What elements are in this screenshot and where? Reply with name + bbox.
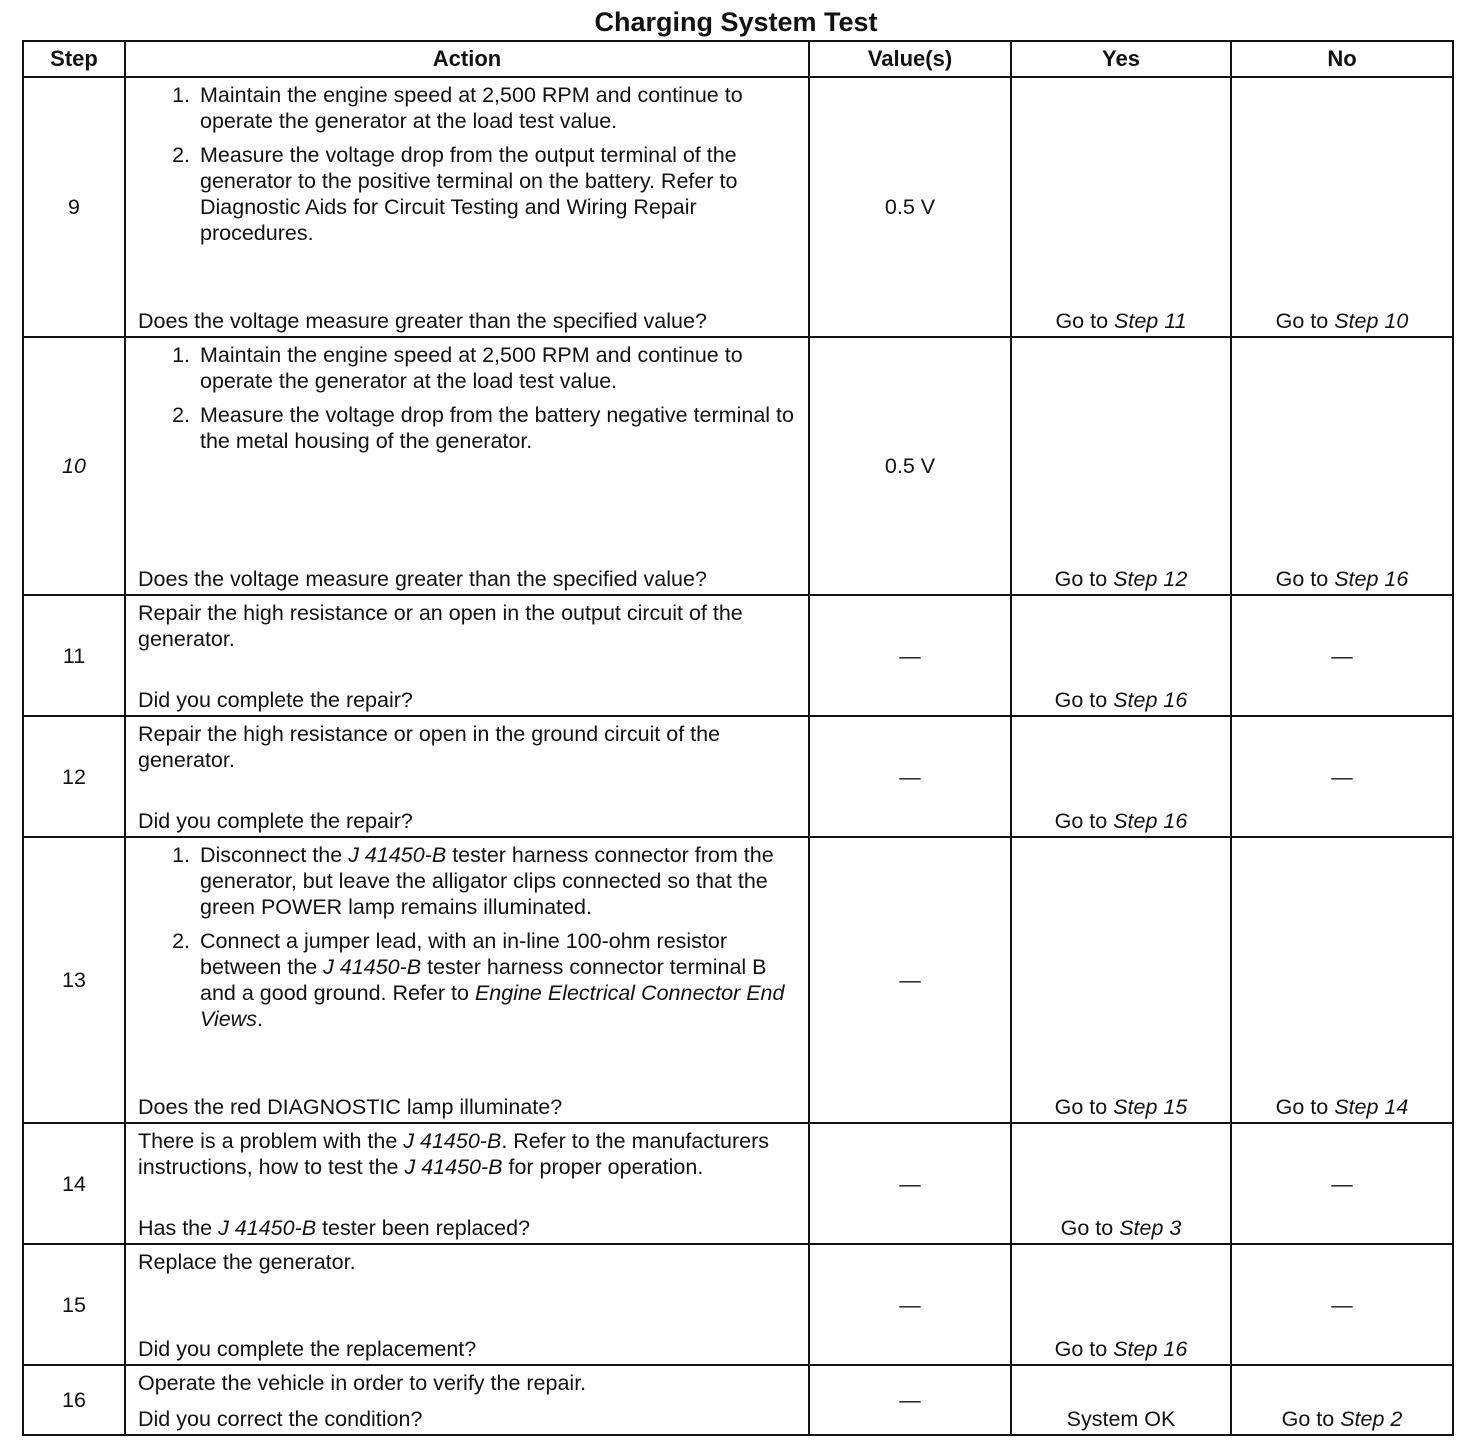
yes-target: Step 16 [1113, 688, 1188, 712]
value-cell: — [809, 1123, 1011, 1244]
table-row [23, 337, 1453, 595]
action-text: Repair the high resistance or open in the ground circuit of the generator. [138, 722, 721, 772]
step-number: 13 [23, 837, 125, 1123]
action-question [138, 1215, 796, 1241]
table-row [23, 595, 1453, 716]
charging-system-test-table [22, 40, 1454, 1436]
page-title: Charging System Test [594, 7, 878, 37]
tool-name: J 41450-B [348, 843, 447, 867]
tool-name: J 41450-B [403, 1129, 502, 1153]
yes-cell [1011, 837, 1231, 1123]
no-cell: — [1231, 1244, 1453, 1365]
step-number: 15 [23, 1244, 125, 1365]
action-question: Does the voltage measure greater than the specified value? [138, 309, 707, 333]
table-row [23, 716, 1453, 837]
table-row [23, 77, 1453, 337]
no-cell [1231, 77, 1453, 337]
value-cell: — [809, 837, 1011, 1123]
question-text: tester been replaced? [316, 1216, 531, 1240]
value-cell: — [809, 716, 1011, 837]
go-to-label: Go to [1054, 809, 1108, 833]
go-to-label: Go to [1275, 1095, 1329, 1119]
no-cell: — [1231, 595, 1453, 716]
value-cell: — [809, 1244, 1011, 1365]
action-question: Did you complete the replacement? [138, 1337, 477, 1361]
yes-cell [1011, 1123, 1231, 1244]
header-row [23, 41, 1453, 77]
header-action: Action [125, 41, 809, 77]
yes-target: Step 16 [1113, 809, 1188, 833]
no-target: Step 16 [1334, 567, 1409, 591]
question-text: Has the [138, 1216, 219, 1240]
action-step [196, 928, 796, 1032]
go-to-label: Go to [1054, 567, 1108, 591]
yes-cell [1011, 77, 1231, 337]
yes-cell: System OK [1011, 1365, 1231, 1435]
no-cell [1231, 1365, 1453, 1435]
action-step [196, 842, 796, 920]
step-number: 10 [23, 337, 125, 595]
action-text: Replace the generator. [138, 1250, 356, 1274]
no-cell: — [1231, 1123, 1453, 1244]
action-step: 1. Maintain the engine speed at 2,500 RPM and continue to operate the generator at the load test value. [196, 342, 796, 394]
step-number: 9 [23, 77, 125, 337]
tool-name: J 41450-B [323, 955, 422, 979]
go-to-label: Go to [1281, 1407, 1335, 1431]
go-to-label: Go to [1275, 567, 1329, 591]
action-text: There is a problem with the [138, 1129, 404, 1153]
table-row [23, 1244, 1453, 1365]
action-text: Disconnect the [200, 843, 349, 867]
no-target: Step 10 [1334, 309, 1409, 333]
action-cell [125, 1365, 809, 1435]
action-question: Did you correct the condition? [138, 1407, 423, 1431]
action-text: Operate the vehicle in order to verify the repair. [138, 1371, 587, 1395]
value-cell: 0.5 V [809, 77, 1011, 337]
no-cell [1231, 837, 1453, 1123]
yes-target: Step 12 [1113, 567, 1188, 591]
action-cell [125, 77, 809, 337]
yes-cell [1011, 716, 1231, 837]
no-target: Step 14 [1334, 1095, 1409, 1119]
header-values: Value(s) [809, 41, 1011, 77]
value-cell: — [809, 595, 1011, 716]
yes-target: Step 16 [1113, 1337, 1188, 1361]
step-number: 16 [23, 1365, 125, 1435]
action-step: 2. Measure the voltage drop from the output terminal of the generator to the positive terminal on the battery. Refer to Diagnostic Aids for Circuit Testing and Wiring Repair procedures. [196, 142, 796, 246]
tool-name: J 41450-B [218, 1216, 317, 1240]
go-to-label: Go to [1054, 688, 1108, 712]
no-cell [1231, 337, 1453, 595]
action-cell [125, 337, 809, 595]
table-row [23, 837, 1453, 1123]
go-to-label: Go to [1054, 1095, 1108, 1119]
step-number: 12 [23, 716, 125, 837]
go-to-label: Go to [1055, 309, 1109, 333]
table-row [23, 1123, 1453, 1244]
no-target: Step 2 [1340, 1407, 1403, 1431]
tool-name: J 41450-B [404, 1155, 503, 1179]
header-yes: Yes [1011, 41, 1231, 77]
action-step: 2. Measure the voltage drop from the battery negative terminal to the metal housing of the generator. [196, 402, 796, 454]
action-question: Did you complete the repair? [138, 688, 413, 712]
action-cell [125, 595, 809, 716]
yes-cell [1011, 337, 1231, 595]
reference-link: Engine Electrical Connector End Views [200, 981, 785, 1031]
action-question: Does the voltage measure greater than the specified value? [138, 567, 707, 591]
action-text: Connect a jumper lead, with an in-line 100-ohm resistor between the [200, 929, 728, 979]
go-to-label: Go to [1060, 1216, 1114, 1240]
action-text: . [256, 1007, 263, 1031]
yes-target: Step 3 [1119, 1216, 1182, 1240]
yes-target: Step 15 [1113, 1095, 1188, 1119]
go-to-label: Go to [1275, 309, 1329, 333]
step-number: 11 [23, 595, 125, 716]
yes-cell [1011, 1244, 1231, 1365]
action-step: 1. Maintain the engine speed at 2,500 RPM and continue to operate the generator at the load test value. [196, 82, 796, 134]
action-text: . Refer to the manufacturers instructions, how to test the [138, 1129, 769, 1179]
action-cell [125, 1244, 809, 1365]
step-number: 14 [23, 1123, 125, 1244]
action-text: Repair the high resistance or an open in the output circuit of the generator. [138, 601, 743, 651]
action-text: for proper operation. [502, 1155, 704, 1179]
action-question: Did you complete the repair? [138, 809, 413, 833]
header-no: No [1231, 41, 1453, 77]
action-cell [125, 837, 809, 1123]
action-cell [125, 716, 809, 837]
action-text: tester harness connector terminal B and a good ground. Refer to [200, 955, 767, 1005]
value-cell: — [809, 1365, 1011, 1435]
table-row [23, 1365, 1453, 1435]
yes-target: Step 11 [1114, 309, 1187, 333]
action-cell [125, 1123, 809, 1244]
header-step: Step [23, 41, 125, 77]
action-question: Does the red DIAGNOSTIC lamp illuminate? [138, 1095, 563, 1119]
yes-cell [1011, 595, 1231, 716]
action-text-block [138, 1128, 796, 1180]
action-text: tester harness connector from the generator, but leave the alligator clips connected so that the green POWER lamp remains illuminated. [200, 843, 774, 919]
go-to-label: Go to [1054, 1337, 1108, 1361]
no-cell: — [1231, 716, 1453, 837]
value-cell: 0.5 V [809, 337, 1011, 595]
